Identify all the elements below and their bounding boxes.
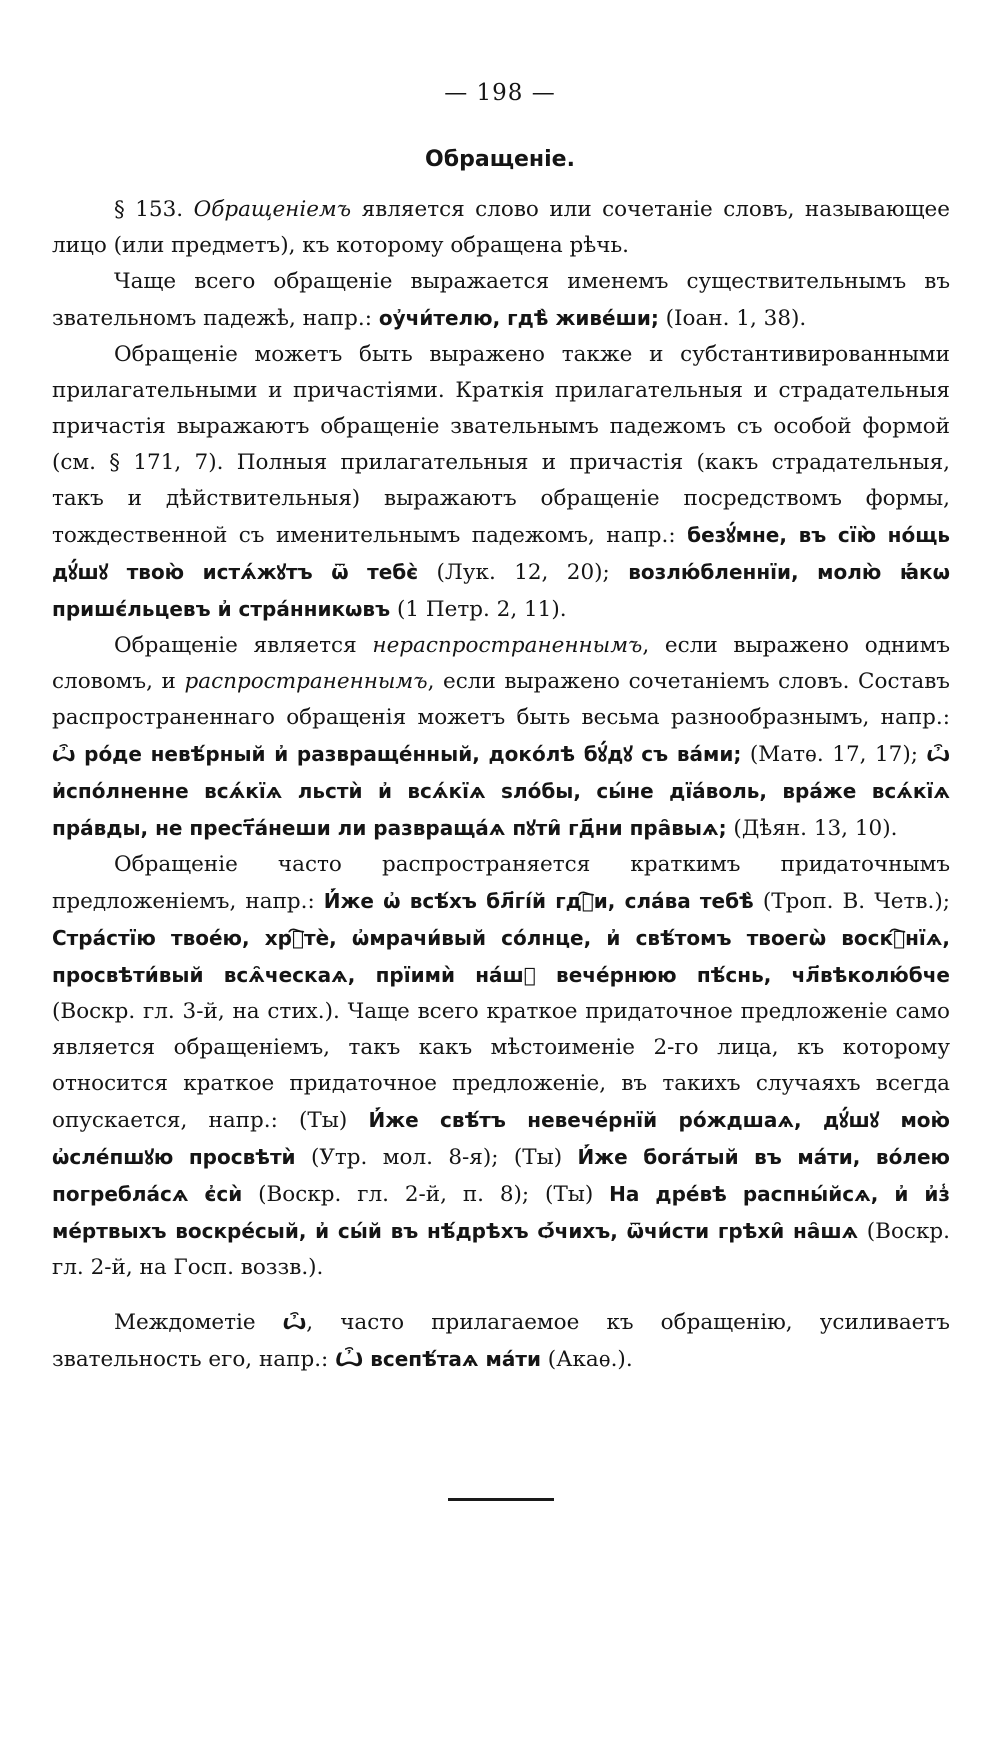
church-slavonic-example: оу҆чи́телю, гдѣ̀ живе́ши; bbox=[378, 306, 659, 330]
citation: (Акаѳ.). bbox=[540, 1347, 633, 1372]
end-rule bbox=[448, 1498, 554, 1501]
citation: (Воскр. гл. 2-й, на Госп. воззв.). bbox=[52, 1219, 950, 1280]
citation: (1 Петр. 2, 11). bbox=[390, 597, 567, 622]
church-slavonic-example: ѽ ро́де невѣ́рный и҆ развраще́нный, доко́лѣ бꙋ́дꙋ съ ва́ми; bbox=[52, 742, 742, 766]
term-italic: распространеннымъ bbox=[184, 669, 428, 694]
church-slavonic-example: И҆́же бога́тый въ ма́ти, во́лею погребла́сѧ є҆сѝ bbox=[52, 1145, 950, 1206]
paragraph-vocative-noun bbox=[52, 264, 950, 337]
church-slavonic-example: ѽ и҆спо́лненне всѧ́кїѧ льстѝ и҆ всѧ́кїѧ ѕло́бы, сы́не дїа́воль, вра́же всѧ́кїѧ пра́вды, не прест҃а́неши ли развраща́ѧ пꙋти̑ гд҃ни пра̑выѧ; bbox=[52, 742, 950, 840]
citation: (Троп. В. Четв.); bbox=[753, 889, 950, 914]
citation: (Іоан. 1, 38). bbox=[658, 306, 807, 331]
term-italic: нераспространеннымъ bbox=[372, 633, 643, 658]
paragraph-153 bbox=[52, 192, 950, 264]
church-slavonic-example: И҆́же свѣ́тъ невече́рнїй ро́ждшаѧ, дꙋ́шꙋ мою̀ ѡ҆сле́пшꙋю просвѣтѝ bbox=[52, 1108, 950, 1169]
citation: (Дѣян. 13, 10). bbox=[726, 816, 898, 841]
church-slavonic-example: На дре́вѣ распны́йсѧ, и҆ и҆з̾ ме́ртвыхъ воскре́сый, и҆ сы́й въ нѣ́дрѣхъ ѻ҆́чихъ, ѿчи́сти грѣхи̑ на̑шѧ bbox=[52, 1182, 950, 1243]
paragraph-subordinate-clause bbox=[52, 847, 950, 1286]
church-slavonic-example: безꙋ́мне, въ сїю̀ но́щь дꙋ́шꙋ твою̀ истѧ́жꙋтъ ѿ тебє̀ bbox=[52, 523, 950, 584]
church-slavonic-example: ѽ bbox=[282, 1310, 307, 1334]
body-text bbox=[52, 192, 950, 1378]
church-slavonic-example: возлю́бленнїи, молю̀ ꙗ҆́кѡ пришє́льцевъ и҆ стра́нникѡвъ bbox=[52, 560, 950, 621]
text-run: § 153. bbox=[114, 197, 194, 222]
page-number: — 198 — bbox=[444, 80, 556, 106]
text-run: , часто прилагаемое къ обращенію, усиливаетъ звательность его, напр.: bbox=[52, 1310, 950, 1372]
paragraph-substantivized bbox=[52, 337, 950, 628]
section-heading: Обращеніе. bbox=[425, 147, 575, 172]
term-italic: Обращеніемъ bbox=[193, 197, 352, 222]
text-run: Обращеніе можетъ быть выражено также и субстантивированными прилагательными и причастіями. Краткія прилагательныя и страдательныя причастія выражаютъ обращеніе звательнымъ падежомъ съ особой формой (см. § 171, 7). Полныя прилагательныя и причастія (какъ страдательныя, такъ и дѣйствительныя) выражаютъ обращеніе посредствомъ формы, тождественной съ именительнымъ падежомъ, напр.: bbox=[52, 342, 950, 548]
text-run: , если выражено однимъ словомъ, и bbox=[52, 633, 950, 694]
text-run: Обращеніе является bbox=[114, 633, 373, 658]
church-slavonic-example: Ѽ всепѣ́таѧ ма́ти bbox=[335, 1347, 541, 1371]
text-run: Обращеніе часто распространяется краткимъ придаточнымъ предложеніемъ, напр.: bbox=[52, 852, 950, 914]
paragraph-extended bbox=[52, 628, 950, 847]
church-slavonic-example: И҆́же ѡ҆ всѣ́хъ бл҃гі́й гдⷭ҇и, сла́ва тебѣ̀ bbox=[323, 889, 754, 913]
text-run: является слово или сочетаніе словъ, называющее лицо (или предметъ), къ которому обращена рѣчь. bbox=[52, 197, 950, 258]
citation: (Утр. мол. 8-я); (Ты) bbox=[295, 1145, 578, 1170]
text-run: Междометіе bbox=[114, 1310, 283, 1335]
paragraph-interjection bbox=[52, 1304, 950, 1378]
text-run: (Воскр. гл. 3-й, на стих.). Чаще всего краткое придаточное предложеніе само является обращеніемъ, такъ какъ мѣстоименіе 2-го лица, къ которому относится краткое придаточное предложеніе, въ такихъ случаяхъ всегда опускается, напр.: (Ты) bbox=[52, 999, 950, 1133]
citation: (Лук. 12, 20); bbox=[418, 560, 629, 585]
church-slavonic-example: Стра́стїю твое́ю, хрⷭ҇тѐ, ѡ҆мрачи́вый со́лнце, и҆ свѣ́томъ твоегѡ̀ воскⷭ҇нїѧ, просвѣти́вый всѧ̑ческаѧ, прїимѝ на́шꙋ вече́рнюю пѣ́снь, чл҃вѣколю́бче bbox=[52, 926, 950, 987]
text-run: , если выражено сочетаніемъ словъ. Составъ распространеннаго обращенія можетъ быть весьма разнообразнымъ, напр.: bbox=[52, 669, 950, 730]
citation: (Матѳ. 17, 17); bbox=[741, 742, 927, 767]
citation: (Воскр. гл. 2-й, п. 8); (Ты) bbox=[242, 1182, 610, 1207]
text-run: Чаще всего обращеніе выражается именемъ существительнымъ въ звательномъ падежѣ, напр.: bbox=[52, 269, 950, 331]
